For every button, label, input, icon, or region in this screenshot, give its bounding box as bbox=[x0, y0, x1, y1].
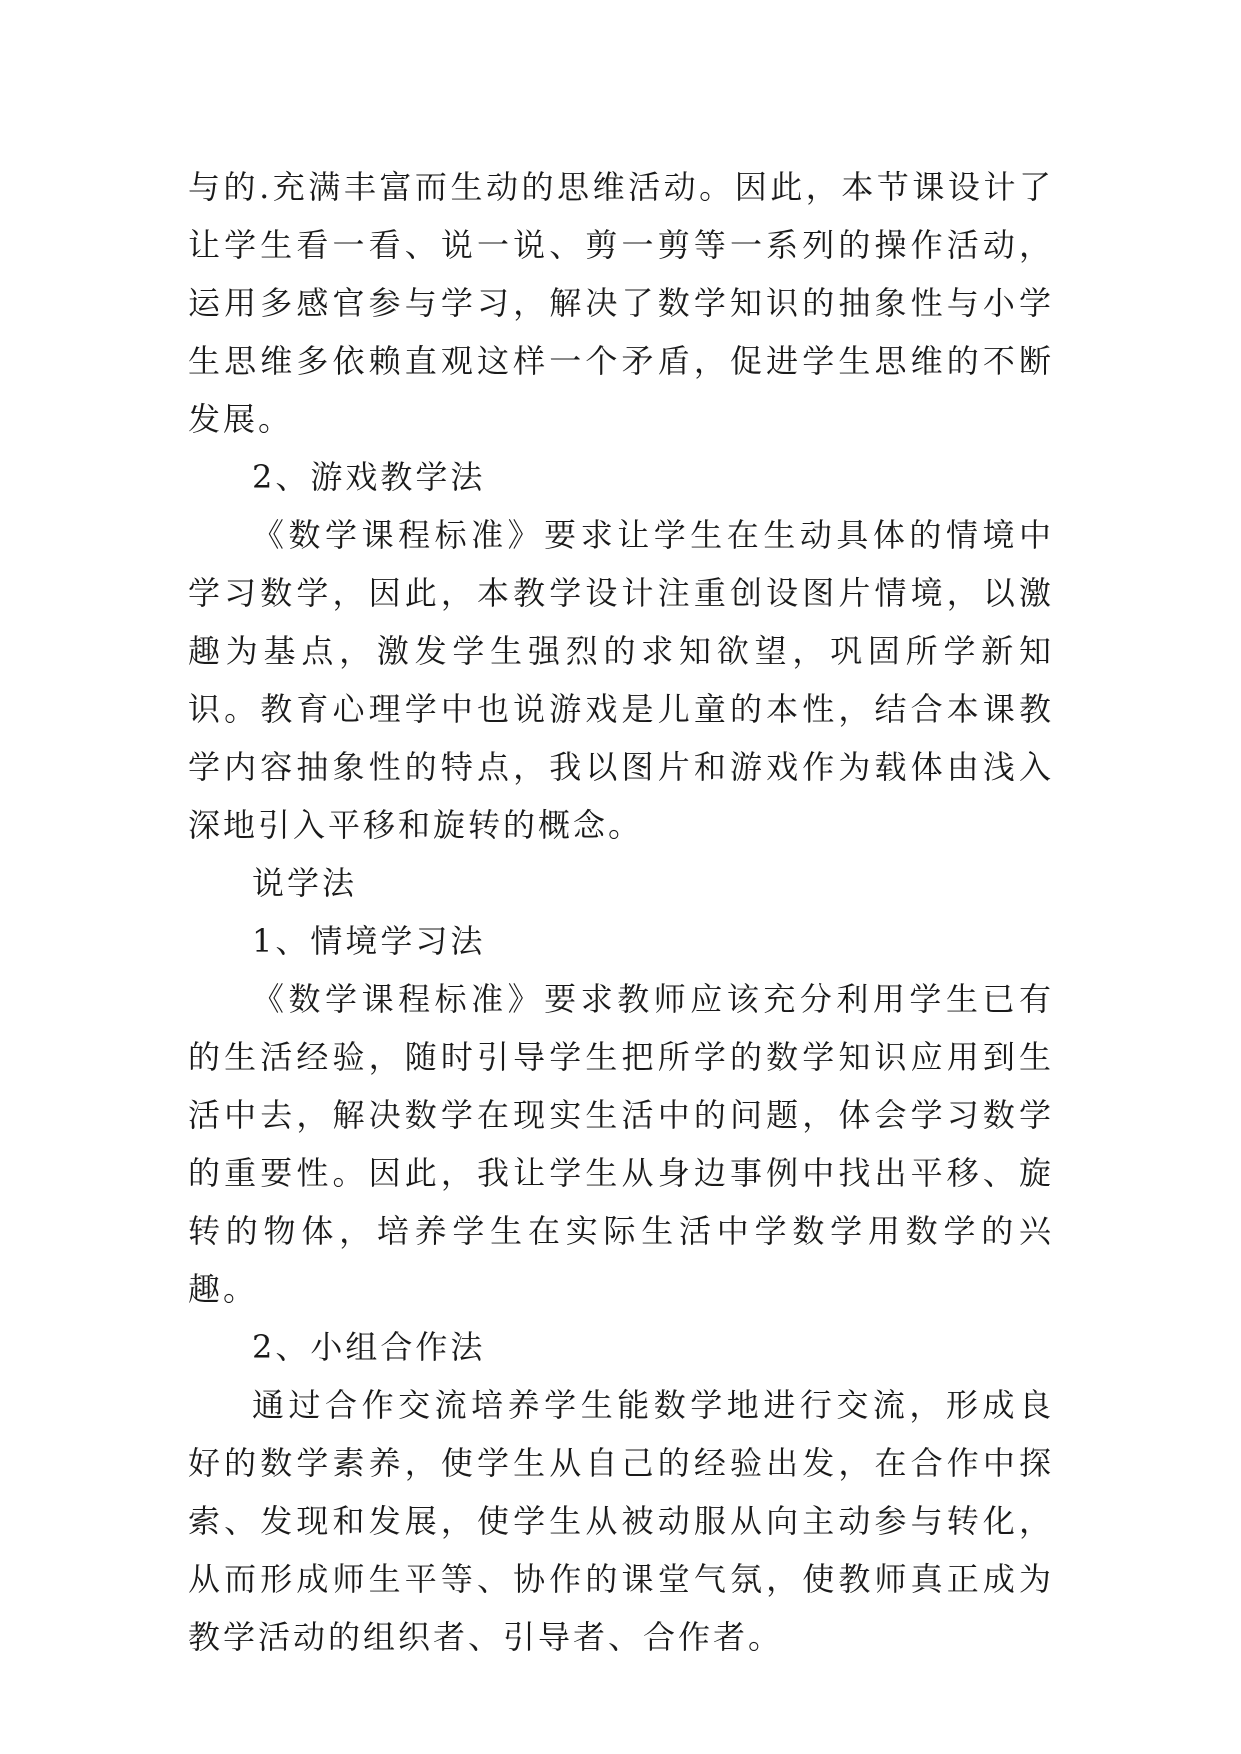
document-body bbox=[188, 158, 1054, 1666]
paragraph-situational-learning: 《数学课程标准》要求教师应该充分利用学生已有的生活经验，随时引导学生把所学的数学知识应用到生活中去，解决数学在现实生活中的问题，体会学习数学的重要性。因此，我让学生从身边事例中找出平移、旋转的物体，培养学生在实际生活中学数学用数学的兴趣。 bbox=[188, 980, 1054, 1308]
paragraph-continuation: 与的.充满丰富而生动的思维活动。因此，本节课设计了让学生看一看、说一说、剪一剪等一系列的操作活动，运用多感官参与学习，解决了数学知识的抽象性与小学生思维多依赖直观这样一个矛盾，促进学生思维的不断发展。 bbox=[188, 168, 1054, 438]
heading-group-cooperation: 2、小组合作法 bbox=[252, 1328, 486, 1366]
heading-situational-learning: 1、情境学习法 bbox=[252, 922, 486, 960]
paragraph-game-teaching: 《数学课程标准》要求让学生在生动具体的情境中学习数学，因此，本教学设计注重创设图片情境，以激趣为基点，激发学生强烈的求知欲望，巩固所学新知识。教育心理学中也说游戏是儿童的本性，结合本课教学内容抽象性的特点，我以图片和游戏作为载体由浅入深地引入平移和旋转的概念。 bbox=[188, 516, 1054, 844]
paragraph-group-cooperation: 通过合作交流培养学生能数学地进行交流，形成良好的数学素养，使学生从自己的经验出发，在合作中探索、发现和发展，使学生从被动服从向主动参与转化，从而形成师生平等、协作的课堂气氛，使教师真正成为教学活动的组织者、引导者、合作者。 bbox=[188, 1386, 1054, 1656]
heading-learning-methods: 说学法 bbox=[252, 864, 358, 902]
heading-game-teaching-method: 2、游戏教学法 bbox=[252, 458, 486, 496]
